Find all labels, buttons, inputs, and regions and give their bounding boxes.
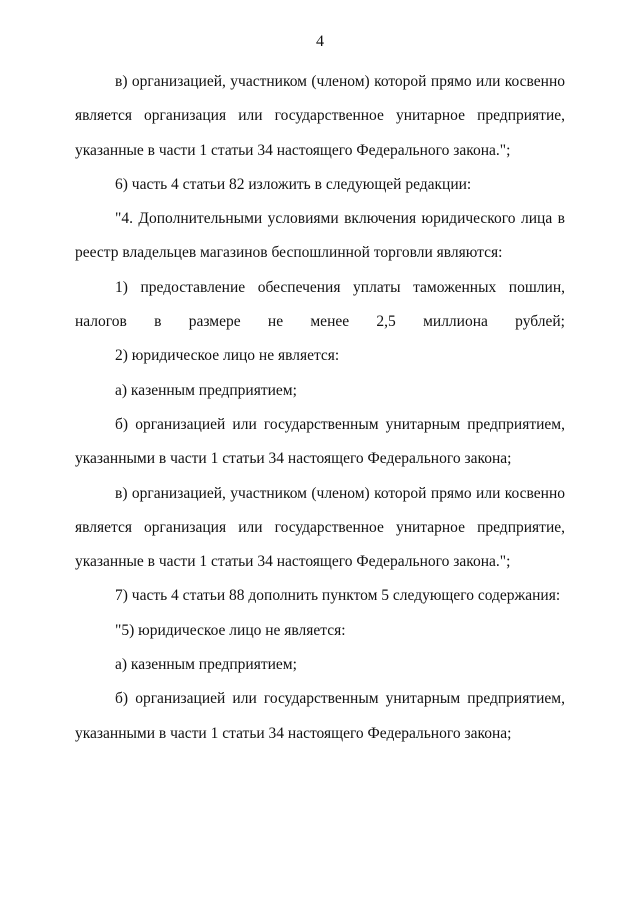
paragraph-11: а) казенным предприятием; xyxy=(115,656,297,674)
paragraph-7: б) организацией или государственным унитарным предприятием, указанными в части 1 статьи 34 настоящего Федерального закона; xyxy=(75,415,565,468)
page-number: 4 xyxy=(316,33,324,50)
paragraph-12: б) организацией или государственным унитарным предприятием, указанными в части 1 статьи 34 настоящего Федерального закона; xyxy=(75,690,565,742)
paragraph-6: а) казенным предприятием; xyxy=(115,381,297,399)
paragraph-4: 1) предоставление обеспечения уплаты таможенных пошлин, налогов в размере не менее 2,5 миллиона рублей; xyxy=(75,278,565,331)
document-body xyxy=(75,65,565,751)
paragraph-1: в) организацией, участником (членом) которой прямо или косвенно является организация или государственное унитарное предприятие, указанные в части 1 статьи 34 настоящего Федерального закона."; xyxy=(75,73,565,159)
paragraph-10: "5) юридическое лицо не является: xyxy=(115,621,346,639)
paragraph-5: 2) юридическое лицо не является: xyxy=(115,347,340,365)
paragraph-3: "4. Дополнительными условиями включения юридического лица в реестр владельцев магазинов беспошлинной торговли являются: xyxy=(75,210,565,262)
paragraph-8: в) организацией, участником (членом) которой прямо или косвенно является организация или государственное унитарное предприятие, указанные в части 1 статьи 34 настоящего Федерального закона."; xyxy=(75,484,565,571)
paragraph-9: 7) часть 4 статьи 88 дополнить пунктом 5 следующего содержания: xyxy=(115,587,561,605)
paragraph-2: 6) часть 4 статьи 82 изложить в следующей редакции: xyxy=(115,175,472,193)
